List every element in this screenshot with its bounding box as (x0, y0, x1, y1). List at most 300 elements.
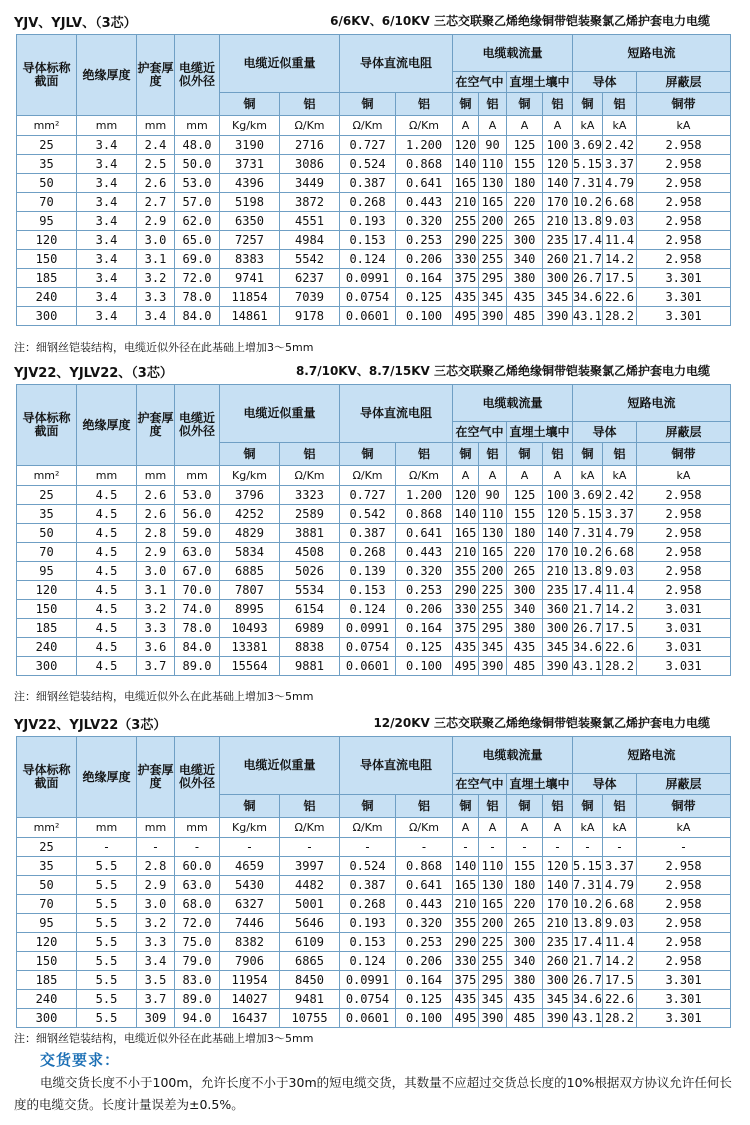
table-cell: 17.4 (573, 933, 603, 952)
table-cell: 9.03 (603, 212, 637, 231)
table-cell: - (137, 838, 175, 857)
table-cell: 2.958 (637, 914, 731, 933)
table-cell: 140 (543, 524, 573, 543)
table-cell: 2.958 (637, 543, 731, 562)
unit-cell: A (543, 818, 573, 838)
table-cell: 0.268 (340, 543, 396, 562)
table-cell: 155 (507, 155, 543, 174)
header-insulation: 绝缘厚度 (77, 385, 137, 466)
table-cell: - (77, 838, 137, 857)
table-cell: 16437 (220, 1009, 280, 1028)
table-cell: 72.0 (175, 914, 220, 933)
table-cell: 295 (479, 971, 507, 990)
table-cell: 0.320 (396, 212, 453, 231)
table-cell: 345 (543, 990, 573, 1009)
table-cell: 390 (479, 657, 507, 676)
table-cell: 90 (479, 136, 507, 155)
table-row (17, 136, 731, 155)
table-cell: - (543, 838, 573, 857)
table-cell: 83.0 (175, 971, 220, 990)
table-cell: 155 (507, 505, 543, 524)
section-description: 6/6KV、6/10KV 三芯交联聚乙烯绝缘铜带铠装聚氯乙烯护套电力电缆 (330, 14, 710, 28)
table-cell: - (603, 838, 637, 857)
table-cell: 120 (453, 486, 479, 505)
table-cell: 5026 (280, 562, 340, 581)
table-cell: 345 (543, 638, 573, 657)
table-cell: 7446 (220, 914, 280, 933)
table-cell: 7.31 (573, 174, 603, 193)
table-cell: 3881 (280, 524, 340, 543)
table-cell: 390 (479, 1009, 507, 1028)
table-cell: 2.958 (637, 193, 731, 212)
unit-cell: Ω/Km (396, 818, 453, 838)
table-cell: 4.5 (77, 486, 137, 505)
table-cell: 48.0 (175, 136, 220, 155)
table-cell: 0.727 (340, 136, 396, 155)
header-aluminum: 铝 (603, 795, 637, 818)
table-cell: 0.253 (396, 933, 453, 952)
table-cell: 63.0 (175, 876, 220, 895)
unit-cell: A (453, 818, 479, 838)
table-cell: 3.1 (137, 581, 175, 600)
header-copper: 铜 (573, 443, 603, 466)
header-ampacity: 电缆载流量 (453, 737, 573, 774)
unit-cell: mm (77, 116, 137, 136)
table-row (17, 876, 731, 895)
table-cell: - (453, 838, 479, 857)
table-cell: 0.193 (340, 914, 396, 933)
unit-cell: mm² (17, 466, 77, 486)
table-cell: 330 (453, 952, 479, 971)
table-cell: 125 (507, 486, 543, 505)
table-cell: 2.958 (637, 212, 731, 231)
table-cell: 295 (479, 269, 507, 288)
table-cell: 435 (453, 288, 479, 307)
table-row (17, 269, 731, 288)
table-cell: 7807 (220, 581, 280, 600)
table-cell: 21.7 (573, 250, 603, 269)
table-cell: 300 (507, 933, 543, 952)
table-cell: 0.268 (340, 193, 396, 212)
header-aluminum: 铝 (543, 93, 573, 116)
table-cell: 0.387 (340, 174, 396, 193)
table-cell: 220 (507, 543, 543, 562)
table-row (17, 562, 731, 581)
table-cell: 3731 (220, 155, 280, 174)
header-copper-tape: 铜带 (637, 93, 731, 116)
table-cell: 9178 (280, 307, 340, 326)
table-cell: 3.37 (603, 155, 637, 174)
table-row (17, 505, 731, 524)
header-resistance: 导体直流电阻 (340, 385, 453, 443)
table-cell: 7257 (220, 231, 280, 250)
table-cell: 43.1 (573, 307, 603, 326)
table-cell: 375 (453, 619, 479, 638)
table-cell: 2.6 (137, 174, 175, 193)
unit-cell: kA (637, 818, 731, 838)
table-cell: 220 (507, 193, 543, 212)
table-cell: 84.0 (175, 638, 220, 657)
header-sheath: 护套厚度 (137, 737, 175, 818)
table-cell: 84.0 (175, 307, 220, 326)
table-cell: 78.0 (175, 288, 220, 307)
table-cell: 225 (479, 581, 507, 600)
table-cell: 165 (479, 543, 507, 562)
table-cell: 3796 (220, 486, 280, 505)
table-cell: 0.125 (396, 990, 453, 1009)
table-cell: 5001 (280, 895, 340, 914)
section-note: 注：细钢丝铠装结构，电缆近似外么在此基础上增加3～5mm (14, 690, 314, 703)
table-cell: 390 (479, 307, 507, 326)
table-cell: 26.7 (573, 619, 603, 638)
table-cell: 5.5 (77, 1009, 137, 1028)
unit-cell: A (507, 818, 543, 838)
table-cell: 150 (17, 250, 77, 269)
table-cell: 17.4 (573, 231, 603, 250)
table-cell: 50 (17, 524, 77, 543)
table-cell: 485 (507, 657, 543, 676)
table-cell: 10.2 (573, 895, 603, 914)
table-cell: - (479, 838, 507, 857)
table-cell: 14027 (220, 990, 280, 1009)
table-cell: 2.958 (637, 136, 731, 155)
table-cell: 3.2 (137, 914, 175, 933)
table-cell: 4.5 (77, 562, 137, 581)
section-model-title: YJV22、YJLV22（3芯） (14, 718, 167, 733)
table-cell: 265 (507, 212, 543, 231)
header-aluminum: 铝 (479, 795, 507, 818)
table-cell: 290 (453, 933, 479, 952)
table-cell: 50 (17, 876, 77, 895)
table-cell: 2.958 (637, 174, 731, 193)
table-cell: 4.5 (77, 600, 137, 619)
table-cell: 43.1 (573, 1009, 603, 1028)
header-screen: 屏蔽层 (637, 422, 731, 443)
delivery-text: 电缆交货长度不小于100m，允许长度不小于30m的短电缆交货，其数量不应超过交货总长度的10%根据双方协议允许任何长度的电缆交货。长度计量误差为±0.5%。 (14, 1075, 732, 1112)
table-cell: 2.958 (637, 250, 731, 269)
table-cell: 200 (479, 562, 507, 581)
table-cell: 5.5 (77, 933, 137, 952)
table-cell: 380 (507, 971, 543, 990)
header-short-circuit: 短路电流 (573, 385, 731, 422)
table-cell: 13.8 (573, 562, 603, 581)
table-cell: 100 (543, 486, 573, 505)
table-cell: 3449 (280, 174, 340, 193)
table-row (17, 524, 731, 543)
table-cell: 17.5 (603, 269, 637, 288)
table-cell: 6865 (280, 952, 340, 971)
table-cell: 120 (543, 155, 573, 174)
table-cell: 240 (17, 990, 77, 1009)
section-note: 注：细钢丝铠装结构，电缆近似外径在此基础上增加3～5mm (14, 341, 314, 354)
header-in-air: 在空气中 (453, 72, 507, 93)
table-cell: 0.443 (396, 193, 453, 212)
table-cell: 3.1 (137, 250, 175, 269)
table-cell: 5.5 (77, 971, 137, 990)
table-cell: 8382 (220, 933, 280, 952)
header-copper: 铜 (340, 795, 396, 818)
table-cell: - (637, 838, 731, 857)
table-cell: 150 (17, 600, 77, 619)
table-cell: 0.206 (396, 250, 453, 269)
table-cell: 2589 (280, 505, 340, 524)
header-in-soil: 直埋土壤中 (507, 422, 573, 443)
table-cell: 4829 (220, 524, 280, 543)
table-cell: 90 (479, 486, 507, 505)
table-cell: 25 (17, 838, 77, 857)
table-cell: 34.6 (573, 638, 603, 657)
table-cell: 2.958 (637, 952, 731, 971)
table-cell: 3872 (280, 193, 340, 212)
header-resistance: 导体直流电阻 (340, 737, 453, 795)
table-cell: 3.4 (77, 155, 137, 174)
table-cell: 265 (507, 914, 543, 933)
table-cell: 140 (453, 857, 479, 876)
table-row (17, 657, 731, 676)
table-cell: 185 (17, 619, 77, 638)
table-cell: 3.301 (637, 990, 731, 1009)
table-cell: 210 (453, 193, 479, 212)
table-cell: 435 (453, 990, 479, 1009)
table-cell: 300 (17, 1009, 77, 1028)
table-cell: 2.42 (603, 136, 637, 155)
table-cell: 345 (479, 990, 507, 1009)
unit-cell: kA (603, 818, 637, 838)
table-cell: 0.193 (340, 212, 396, 231)
table-cell: 185 (17, 971, 77, 990)
table-cell: 309 (137, 1009, 175, 1028)
table-cell: 345 (479, 288, 507, 307)
table-row (17, 155, 731, 174)
table-cell: 28.2 (603, 1009, 637, 1028)
table-cell: 4551 (280, 212, 340, 231)
table-row (17, 193, 731, 212)
table-cell: 0.542 (340, 505, 396, 524)
unit-cell: mm (137, 116, 175, 136)
table-cell: 170 (543, 895, 573, 914)
table-cell: 2.42 (603, 486, 637, 505)
table-cell: 6.68 (603, 193, 637, 212)
header-resistance: 导体直流电阻 (340, 35, 453, 93)
table-cell: 375 (453, 971, 479, 990)
table-cell: 0.443 (396, 543, 453, 562)
table-cell: 95 (17, 212, 77, 231)
table-cell: 210 (543, 562, 573, 581)
table-cell: 50 (17, 174, 77, 193)
header-copper: 铜 (220, 93, 280, 116)
header-screen: 屏蔽层 (637, 72, 731, 93)
table-cell: 4984 (280, 231, 340, 250)
table-cell: 5.5 (77, 952, 137, 971)
unit-cell: Ω/Km (340, 466, 396, 486)
table-cell: 3.301 (637, 288, 731, 307)
table-cell: 0.0754 (340, 288, 396, 307)
table-cell: 3.031 (637, 619, 731, 638)
table-cell: 200 (479, 212, 507, 231)
table-cell: 300 (543, 619, 573, 638)
table-cell: 0.320 (396, 914, 453, 933)
header-outer-diameter: 电缆近似外径 (175, 35, 220, 116)
table-row (17, 914, 731, 933)
table-cell: 0.0991 (340, 619, 396, 638)
table-cell: 6109 (280, 933, 340, 952)
table-cell: 0.125 (396, 288, 453, 307)
table-cell: 0.124 (340, 600, 396, 619)
unit-cell: Kg/km (220, 818, 280, 838)
table-cell: - (220, 838, 280, 857)
table-cell: 6327 (220, 895, 280, 914)
table-cell: 34.6 (573, 288, 603, 307)
table-cell: 6.68 (603, 895, 637, 914)
table-cell: 3.4 (77, 288, 137, 307)
table-cell: 14861 (220, 307, 280, 326)
header-aluminum: 铝 (543, 443, 573, 466)
table-row (17, 486, 731, 505)
table-cell: 330 (453, 600, 479, 619)
table-cell: 0.0991 (340, 269, 396, 288)
table-cell: 10755 (280, 1009, 340, 1028)
unit-cell: A (507, 466, 543, 486)
table-cell: 0.153 (340, 581, 396, 600)
unit-cell: mm (175, 116, 220, 136)
unit-cell: kA (603, 466, 637, 486)
header-in-air: 在空气中 (453, 774, 507, 795)
header-conductor: 导体 (573, 422, 637, 443)
table-cell: 110 (479, 155, 507, 174)
table-cell: 95 (17, 562, 77, 581)
header-copper: 铜 (220, 795, 280, 818)
table-cell: 34.6 (573, 990, 603, 1009)
table-cell: 4.5 (77, 657, 137, 676)
table-cell: 340 (507, 600, 543, 619)
table-cell: 8383 (220, 250, 280, 269)
header-insulation: 绝缘厚度 (77, 737, 137, 818)
table-cell: 2.8 (137, 524, 175, 543)
table-cell: 435 (507, 288, 543, 307)
table-cell: 70 (17, 193, 77, 212)
table-cell: 3.031 (637, 600, 731, 619)
header-sheath: 护套厚度 (137, 385, 175, 466)
table-cell: 390 (543, 307, 573, 326)
table-row (17, 231, 731, 250)
header-copper: 铜 (507, 795, 543, 818)
table-cell: 2716 (280, 136, 340, 155)
table-cell: 120 (17, 581, 77, 600)
table-cell: 255 (453, 212, 479, 231)
table-cell: 255 (479, 250, 507, 269)
table-cell: 25 (17, 486, 77, 505)
table-cell: 210 (543, 212, 573, 231)
table-cell: 13.8 (573, 212, 603, 231)
table-cell: 435 (453, 638, 479, 657)
table-cell: 57.0 (175, 193, 220, 212)
table-cell: 3.37 (603, 505, 637, 524)
table-cell: 130 (479, 524, 507, 543)
header-aluminum: 铝 (396, 93, 453, 116)
unit-cell: Kg/km (220, 466, 280, 486)
header-section-area: 导体标称截面 (17, 35, 77, 116)
table-cell: 3.301 (637, 269, 731, 288)
table-cell: 2.958 (637, 857, 731, 876)
table-cell: 2.4 (137, 136, 175, 155)
unit-cell: kA (637, 116, 731, 136)
table-cell: 120 (543, 505, 573, 524)
table-row (17, 990, 731, 1009)
table-cell: 3.031 (637, 638, 731, 657)
table-cell: 295 (479, 619, 507, 638)
header-aluminum: 铝 (280, 443, 340, 466)
table-cell: 3.2 (137, 269, 175, 288)
header-copper: 铜 (507, 443, 543, 466)
table-cell: 3.301 (637, 971, 731, 990)
section-description: 12/20KV 三芯交联聚乙烯绝缘铜带铠装聚氯乙烯护套电力电缆 (373, 716, 710, 730)
table-cell: 14.2 (603, 952, 637, 971)
table-cell: 60.0 (175, 857, 220, 876)
table-cell: 3.0 (137, 231, 175, 250)
table-cell: 35 (17, 505, 77, 524)
header-copper: 铜 (220, 443, 280, 466)
table-cell: 9741 (220, 269, 280, 288)
table-cell: 4659 (220, 857, 280, 876)
table-cell: 63.0 (175, 543, 220, 562)
table-cell: 2.958 (637, 231, 731, 250)
table-cell: 2.958 (637, 155, 731, 174)
table-cell: 260 (543, 250, 573, 269)
table-cell: 5.5 (77, 990, 137, 1009)
table-cell: 3.4 (77, 269, 137, 288)
table-cell: 0.124 (340, 952, 396, 971)
unit-cell: mm (77, 818, 137, 838)
table-cell: 2.958 (637, 505, 731, 524)
table-cell: 390 (543, 1009, 573, 1028)
table-cell: 15564 (220, 657, 280, 676)
delivery-title: 交货要求： (40, 1051, 121, 1069)
table-cell: 3.4 (77, 174, 137, 193)
table-cell: 255 (479, 600, 507, 619)
table-cell: 435 (507, 638, 543, 657)
header-short-circuit: 短路电流 (573, 737, 731, 774)
table-cell: 1.200 (396, 486, 453, 505)
table-cell: 9881 (280, 657, 340, 676)
table-cell: 94.0 (175, 1009, 220, 1028)
header-aluminum: 铝 (543, 795, 573, 818)
table-cell: 345 (479, 638, 507, 657)
table-cell: 240 (17, 638, 77, 657)
table-cell: 3190 (220, 136, 280, 155)
table-cell: 9.03 (603, 562, 637, 581)
header-aluminum: 铝 (479, 443, 507, 466)
table-cell: 5834 (220, 543, 280, 562)
table-cell: 21.7 (573, 952, 603, 971)
table-row (17, 307, 731, 326)
unit-cell: Ω/Km (340, 818, 396, 838)
section-description: 8.7/10KV、8.7/15KV 三芯交联聚乙烯绝缘铜带铠装聚氯乙烯护套电力电缆 (295, 364, 710, 378)
table-cell: 210 (453, 543, 479, 562)
table-cell: 0.0754 (340, 638, 396, 657)
table-cell: 4.5 (77, 505, 137, 524)
unit-cell: mm² (17, 818, 77, 838)
header-weight: 电缆近似重量 (220, 737, 340, 795)
table-cell: - (175, 838, 220, 857)
table-cell: 4252 (220, 505, 280, 524)
table-cell: 35 (17, 857, 77, 876)
table-cell: 5430 (220, 876, 280, 895)
table-cell: 21.7 (573, 600, 603, 619)
table-cell: 3.4 (137, 307, 175, 326)
table-cell: 3.37 (603, 857, 637, 876)
units-row (17, 466, 731, 486)
table-cell: 0.524 (340, 155, 396, 174)
